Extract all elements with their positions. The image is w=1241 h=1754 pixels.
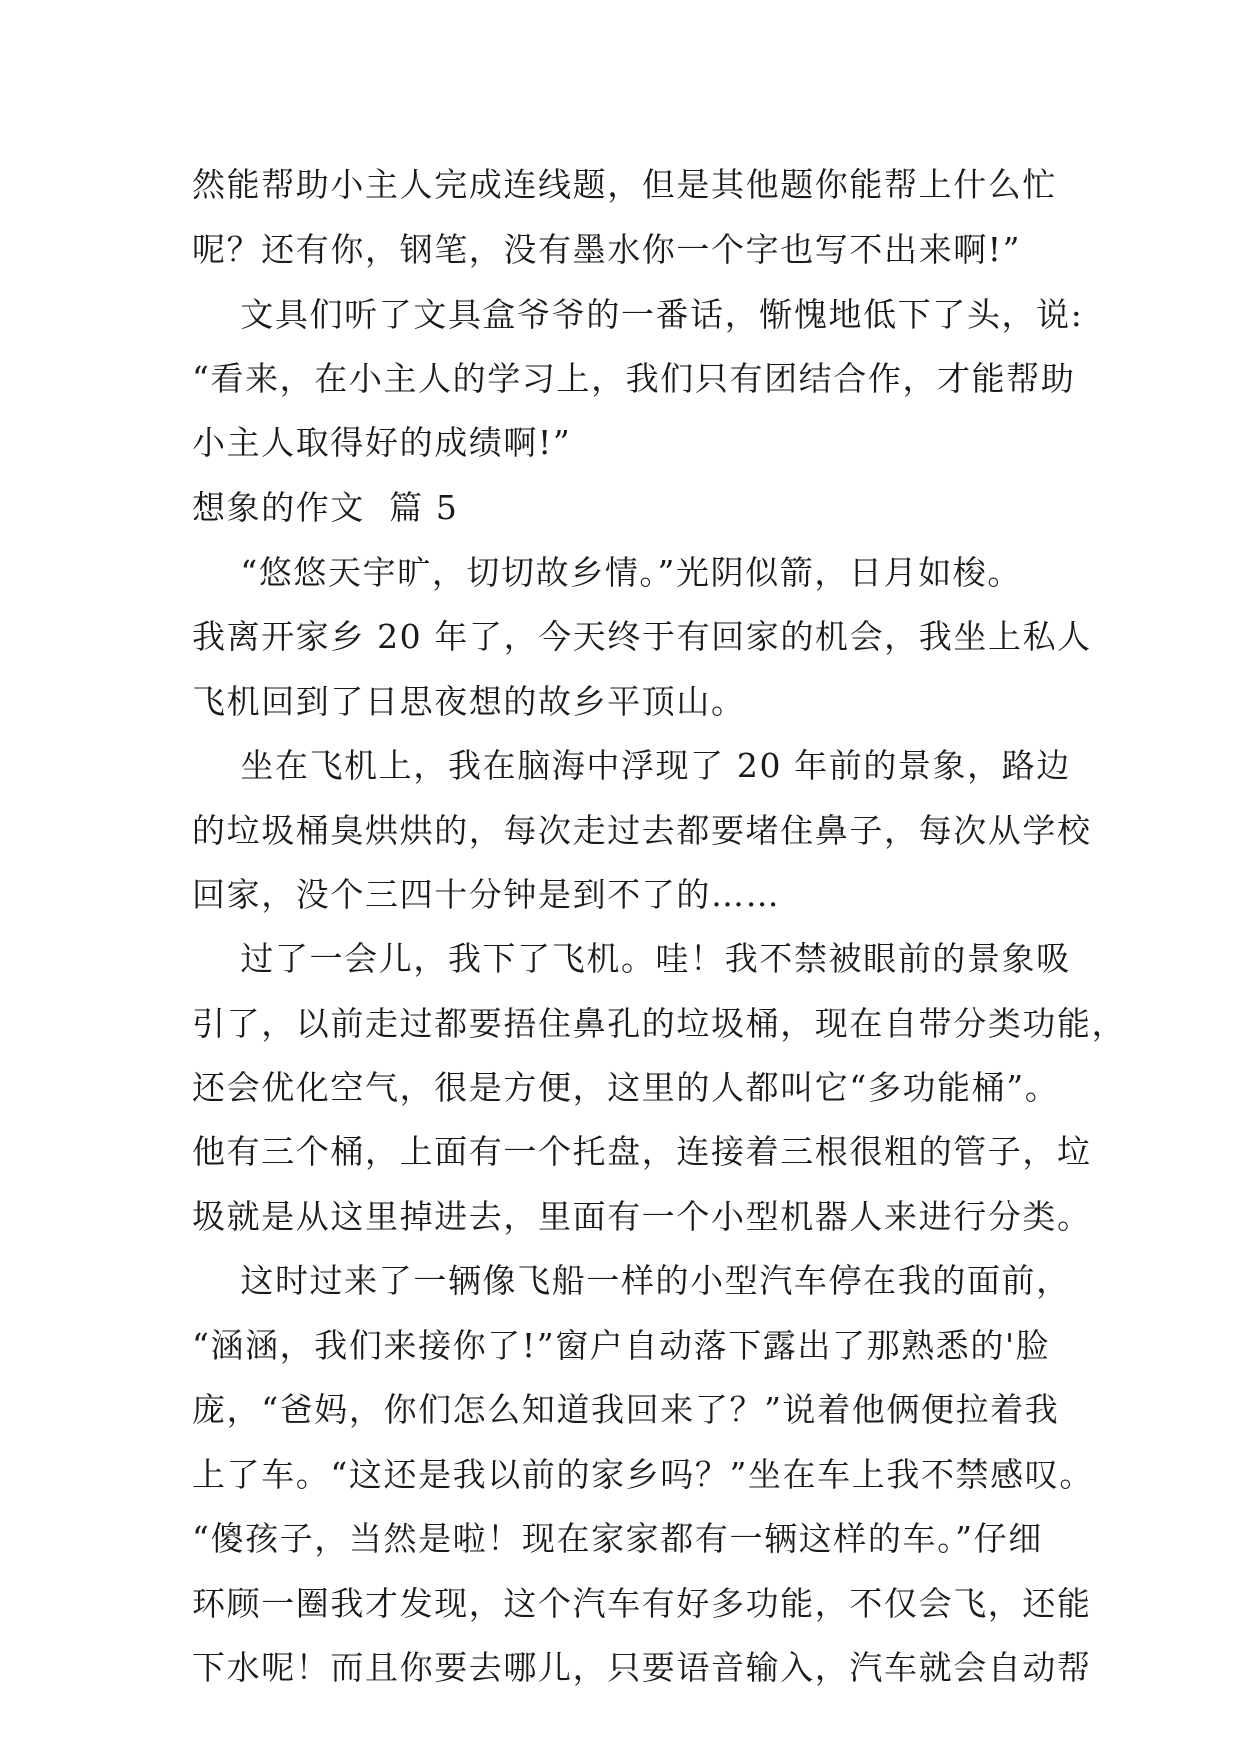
text-line: 飞机回到了日思夜想的故乡平顶山。 xyxy=(192,682,746,721)
text-line: “傻孩子，当然是啦！现在家家都有一辆这样的车。”仔细 xyxy=(192,1519,1043,1558)
text-line: “涵涵，我们来接你了!”窗户自动落下露出了那熟悉的'脸 xyxy=(192,1326,1051,1365)
text-line: 上了车。“这还是我以前的家乡吗？”坐在车上我不禁感叹。 xyxy=(192,1455,1094,1494)
text-line: 还会优化空气，很是方便，这里的人都叫它“多功能桶”。 xyxy=(192,1068,1060,1107)
text-line: 坐在飞机上，我在脑海中浮现了 20 年前的景象，路边 xyxy=(192,746,1071,785)
text-line: 过了一会儿，我下了飞机。哇！我不禁被眼前的景象吸 xyxy=(192,939,1071,978)
text-line: 的垃圾桶臭烘烘的，每次走过去都要堵住鼻子，每次从学校 xyxy=(192,811,1092,850)
text-line: 引了，以前走过都要捂住鼻孔的垃圾桶，现在自带分类功能， xyxy=(192,1004,1127,1043)
section-heading: 想象的作文 篇 5 xyxy=(192,488,459,527)
text-line: 环顾一圈我才发现，这个汽车有好多功能，不仅会飞，还能 xyxy=(192,1584,1092,1623)
text-line: “悠悠天宇旷，切切故乡情。”光阴似箭，日月如梭。 xyxy=(192,553,1022,592)
text-line: 呢？还有你，钢笔，没有墨水你一个字也写不出来啊!” xyxy=(192,230,1022,269)
text-line: “看来，在小主人的学习上，我们只有团结合作，才能帮助 xyxy=(192,359,1076,398)
text-line: 庞，“爸妈，你们怎么知道我回来了？”说着他俩便拉着我 xyxy=(192,1390,1060,1429)
text-line: 然能帮助小主人完成连线题，但是其他题你能帮上什么忙 xyxy=(192,165,1057,204)
text-line: 文具们听了文具盒爷爷的一番话，惭愧地低下了头，说: xyxy=(192,295,1084,334)
text-line: 下水呢！而且你要去哪儿，只要语音输入，汽车就会自动帮 xyxy=(192,1648,1092,1687)
text-line: 回家，没个三四十分钟是到不了的…… xyxy=(192,875,781,914)
text-line: 他有三个桶，上面有一个托盘，连接着三根很粗的管子，垃 xyxy=(192,1132,1092,1171)
text-line: 这时过来了一辆像飞船一样的小型汽车停在我的面前， xyxy=(192,1261,1071,1300)
text-line: 圾就是从这里掉进去，里面有一个小型机器人来进行分类。 xyxy=(192,1197,1092,1236)
text-line: 小主人取得好的成绩啊!” xyxy=(192,423,572,462)
text-line: 我离开家乡 20 年了，今天终于有回家的机会，我坐上私人 xyxy=(192,617,1092,656)
